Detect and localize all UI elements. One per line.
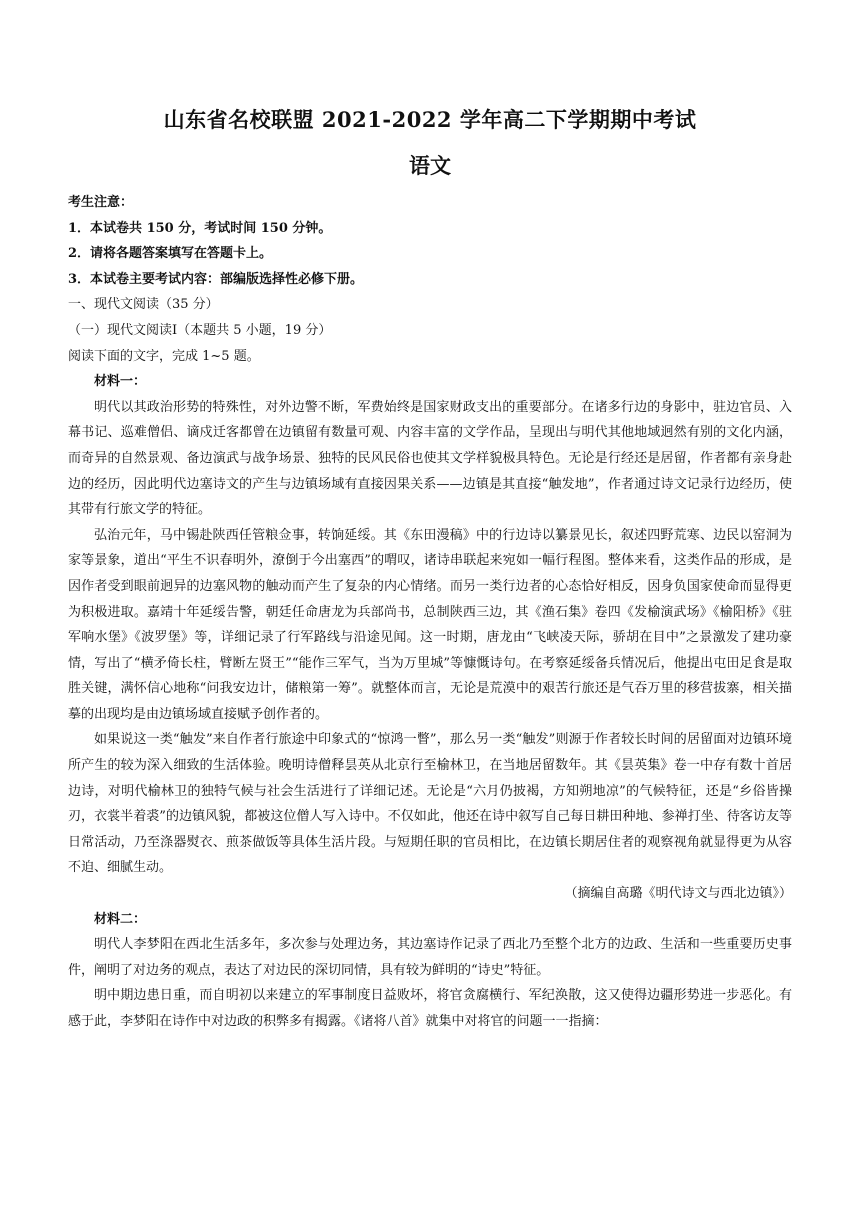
notice-item: 3．本试卷主要考试内容：部编版选择性必修下册。 [68, 271, 364, 287]
material-1-paragraph: 如果说这一类“触发”来自作者行旅途中印象式的“惊鸿一瞥”，那么另一类“触发”则源于作者较长时间的居留面对边镇环境所产生的较为深入细致的生活体验。晚明诗僧释昙英从北京行至榆林卫，在当地居留数年。其《昙英集》卷一中存有数十首居边诗，对明代榆林卫的独特气候与社会生活进行了详细记述。无论是“六月仍披褐，方知朔地凉”的气候特征，还是“乡俗皆操刃，衣裳半着裘”的边镇风貌，都被这位僧人写入诗中。不仅如此，他还在诗中叙写自己每日耕田种地、参禅打坐、待客访友等日常活动，乃至涤器熨衣、煎茶做饭等具体生活片段。与短期任职的官员相比，在边镇长期居住者的观察视角就显得更为从容不迫、细腻生动。 [68, 732, 792, 876]
notice-item: 2．请将各题答案填写在答题卡上。 [68, 246, 273, 262]
material-2-paragraph: 明中期边患日重，而自明初以来建立的军事制度日益败坏，将官贪腐横行、军纪涣散，这又使得边疆形势进一步恶化。有感于此，李梦阳在诗作中对边政的积弊多有揭露。《诸将八首》就集中对将官的问题一一指摘： [68, 988, 792, 1029]
material-1-source: （摘编自高璐《明代诗文与西北边镇》） [564, 886, 792, 902]
material-1-paragraph: 弘治元年，马中锡赴陕西任管粮佥事，转饷延绥。其《东田漫稿》中的行边诗以纂景见长，叙述四野荒寒、边民以窑洞为家等景象，道出“平生不识春明外，潦倒于今出塞西”的喟叹，诸诗串联起来宛如一幅行程图。整体来看，这类作品的形成，是因作者受到眼前迥异的边塞风物的触动而产生了复杂的内心情绪。而另一类行边者的心态恰好相反，因身负国家使命而显得更为积极进取。嘉靖十年延绥告警，朝廷任命唐龙为兵部尚书，总制陕西三边，其《渔石集》卷四《发榆演武场》《榆阳桥》《驻军响水堡》《波罗堡》等，详细记录了行军路线与沿途见闻。这一时期，唐龙由“飞峡凌天际，骄胡在目中”之景激发了建功豪情，写出了“横矛倚长柱，臂断左贤王”“能作三军气，当为万里城”等慷慨诗句。在考察延绥备兵情况后，他提出屯田足食是取胜关键，满怀信心地称“问我安边计，储粮第一筹”。就整体而言，无论是荒漠中的艰苦行旅还是气吞万里的移营拔寨，相关描摹的出现均是由边镇场域直接赋予创作者的。 [68, 527, 792, 722]
notice-item: 1．本试卷共 150 分，考试时间 150 分钟。 [68, 220, 332, 236]
part-title: 一、现代文阅读（35 分） [68, 297, 219, 313]
subject-title: 语文 [409, 153, 451, 178]
material-1-label: 材料一： [94, 374, 147, 390]
material-2-label: 材料二： [94, 911, 147, 927]
sub-title: （一）现代文阅读Ⅰ（本题共 5 小题，19 分） [68, 322, 332, 338]
material-2-paragraph: 明代人李梦阳在西北生活多年，多次参与处理边务，其边塞诗作记录了西北乃至整个北方的边政、生活和一些重要历史事件，阐明了对边务的观点，表达了对边民的深切同情，具有较为鲜明的“诗史”特征。 [68, 937, 792, 978]
material-1-paragraph: 明代以其政治形势的特殊性，对外边警不断，军费始终是国家财政支出的重要部分。在诸多行边的身影中，驻边官员、入幕书记、巡难僧侣、谪戍迁客都曾在边镇留有数量可观、内容丰富的文学作品，呈现出与明代其他地域迥然有别的文化内涵，而奇异的自然景观、备边演武与战争场景、独特的民风民俗也使其文学样貌极具特色。无论是行经还是居留，作者都有亲身赴边的经历，因此明代边塞诗文的产生与边镇场域有直接因果关系——边镇是其直接“触发地”，作者通过诗文记录行边经历，使其带有行旅文学的特征。 [68, 399, 792, 518]
instruction: 阅读下面的文字，完成 1~5 题。 [68, 348, 260, 364]
exam-title: 山东省名校联盟 2021-2022 学年高二下学期期中考试 [163, 107, 697, 132]
notice-heading: 考生注意： [68, 195, 134, 210]
exam-body [68, 190, 792, 1035]
